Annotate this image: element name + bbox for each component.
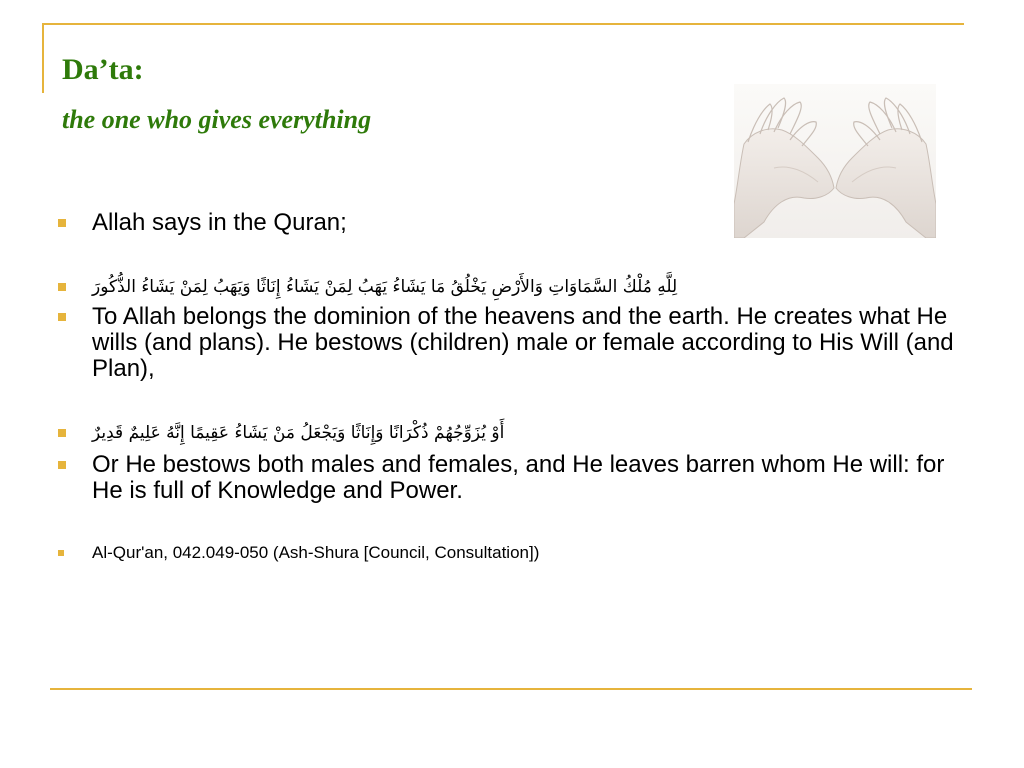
square-bullet-icon [58,461,66,469]
bullet-text: To Allah belongs the dominion of the heavens and the earth. He creates what He wills (and plans). He bestows (children) male or female according to His Will (and Plan), [92,303,954,382]
arabic-verse-text: لِلَّهِ مُلْكُ السَّمَاوَاتِ وَالأَرْضِ يَخْلُقُ مَا يَشَاءُ يَهَبُ لِمَنْ يَشَاءُ إِنَاثًا وَيَهَبُ لِمَنْ يَشَاءُ الذُّكُورَ [92,277,678,297]
square-bullet-icon [58,283,66,291]
slide-title: Da’ta: [62,53,144,86]
list-item [56,210,956,236]
square-bullet-icon [58,429,66,437]
bottom-rule [50,688,972,690]
square-bullet-icon [58,313,66,321]
slide-subtitle: the one who gives everything [62,105,372,134]
left-rule [42,23,44,93]
arabic-verse-text: أَوْ يُزَوِّجُهُمْ ذُكْرَانًا وَإِنَاثًا وَيَجْعَلُ مَنْ يَشَاءُ عَقِيمًا إِنَّهُ عَلِيمٌ قَدِيرٌ [92,423,505,443]
square-bullet-icon [58,550,64,556]
list-item [56,274,956,300]
bullet-text: Allah says in the Quran; [92,209,347,236]
list-item [56,304,956,382]
list-item [56,420,956,446]
citation-text: Al-Qur'an, 042.049-050 (Ash-Shura [Council, Consultation]) [92,543,540,562]
bullet-text: Or He bestows both males and females, and He leaves barren whom He will: for He is full of Knowledge and Power. [92,451,945,504]
top-rule [42,23,964,25]
bullet-list [56,210,956,564]
square-bullet-icon [58,219,66,227]
list-item [56,452,956,504]
list-item [56,542,956,564]
